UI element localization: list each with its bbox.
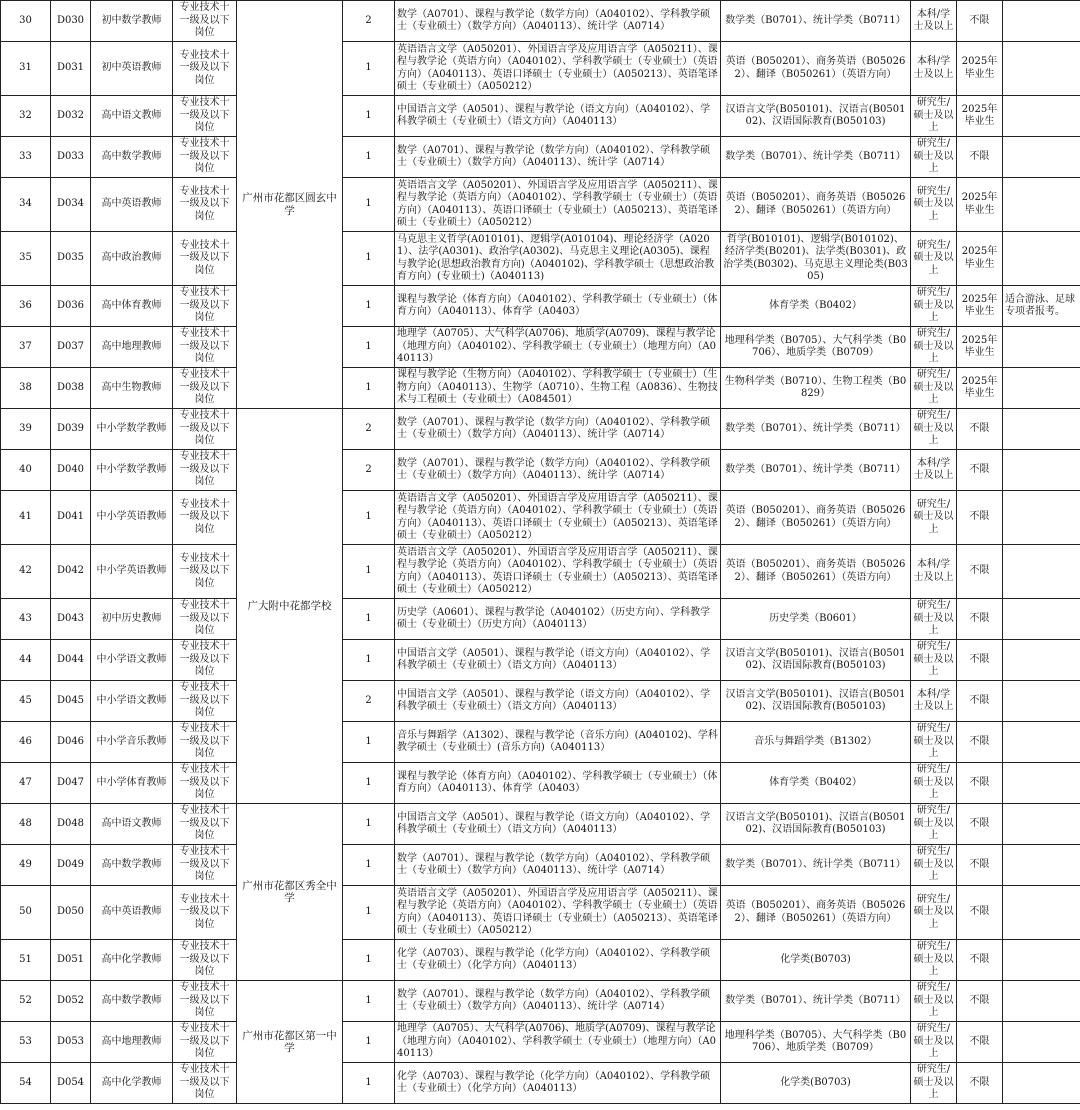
graduation-requirement: 不限: [957, 1022, 1003, 1063]
row-number: 46: [1, 722, 51, 763]
table-row: [1, 368, 1080, 409]
post-name: 初中历史教师: [91, 599, 173, 640]
postgraduate-majors: 中国语言文学（A0501）、课程与教学论（语文方向）（A040102）、学科教学硕士（专业硕士）（语文方向）（A040113）: [395, 681, 721, 722]
post-level: 专业技术十一级及以下岗位: [173, 845, 237, 886]
row-number: 43: [1, 599, 51, 640]
row-number: 44: [1, 640, 51, 681]
postgraduate-majors: 英语语言文学（A050201）、外国语言学及应用语言学（A050211）、课程与教学论（英语方向）（A040102）、学科教学硕士（专业硕士）（英语方向）（A040113）、英语口译硕士（专业硕士）（A050213）、英语笔译硕士（专业硕士）（A050212）: [395, 886, 721, 940]
post-name: 高中英语教师: [91, 886, 173, 940]
post-code: D036: [51, 286, 91, 327]
recruit-count: 1: [343, 804, 395, 845]
education-requirement: 研究生/硕士及以上: [911, 137, 957, 178]
remarks: [1003, 981, 1080, 1022]
post-code: D050: [51, 886, 91, 940]
row-number: 40: [1, 450, 51, 491]
postgraduate-majors: 化学（A0703）、课程与教学论（化学方向）（A040102）、学科教学硕士（专业硕士）（化学方向）（A040113）: [395, 1063, 721, 1104]
undergraduate-majors: 数学类（B0701）、统计学类（B0711）: [721, 409, 911, 450]
post-level: 专业技术十一级及以下岗位: [173, 804, 237, 845]
recruit-count: 1: [343, 327, 395, 368]
remarks: [1003, 178, 1080, 232]
postgraduate-majors: 数学（A0701）、课程与教学论（数学方向）（A040102）、学科教学硕士（专业硕士）（数学方向）（A040113）、统计学（A0714）: [395, 450, 721, 491]
education-requirement: 研究生/硕士及以上: [911, 409, 957, 450]
recruit-count: 1: [343, 491, 395, 545]
recruit-count: 1: [343, 1022, 395, 1063]
recruit-count: 1: [343, 96, 395, 137]
post-code: D038: [51, 368, 91, 409]
row-number: 35: [1, 232, 51, 286]
row-number: 47: [1, 763, 51, 804]
row-number: 33: [1, 137, 51, 178]
post-level: 专业技术十一级及以下岗位: [173, 1, 237, 42]
postgraduate-majors: 课程与教学论（体育方向）（A040102）、学科教学硕士（专业硕士）（体育方向）（A040113）、体育学（A0403）: [395, 763, 721, 804]
post-code: D041: [51, 491, 91, 545]
post-code: D030: [51, 1, 91, 42]
row-number: 50: [1, 886, 51, 940]
remarks: [1003, 137, 1080, 178]
table-row: [1, 981, 1080, 1022]
undergraduate-majors: 英语（B050201）、商务英语（B050262）、翻译（B050261）（英语方向）: [721, 178, 911, 232]
row-number: 41: [1, 491, 51, 545]
education-requirement: 研究生/硕士及以上: [911, 1063, 957, 1104]
post-code: D048: [51, 804, 91, 845]
remarks: [1003, 804, 1080, 845]
post-level: 专业技术十一级及以下岗位: [173, 42, 237, 96]
post-code: D042: [51, 545, 91, 599]
school-name: 广州市花都区第一中学: [237, 981, 343, 1104]
graduation-requirement: 不限: [957, 450, 1003, 491]
recruit-count: 1: [343, 845, 395, 886]
table-row: [1, 178, 1080, 232]
table-row: [1, 804, 1080, 845]
recruit-count: 1: [343, 368, 395, 409]
post-level: 专业技术十一级及以下岗位: [173, 368, 237, 409]
education-requirement: 研究生/硕士及以上: [911, 940, 957, 981]
graduation-requirement: 2025年毕业生: [957, 178, 1003, 232]
post-name: 高中数学教师: [91, 981, 173, 1022]
table-row: [1, 1, 1080, 42]
post-level: 专业技术十一级及以下岗位: [173, 545, 237, 599]
postgraduate-majors: 地理学（A0705）、大气科学(A0706)、地质学(A0709)、课程与教学论（地理方向）（A040102）、学科教学硕士（专业硕士）（地理方向）（A040113）: [395, 1022, 721, 1063]
graduation-requirement: 不限: [957, 640, 1003, 681]
postgraduate-majors: 数学（A0701）、课程与教学论（数学方向）（A040102）、学科教学硕士（专业硕士）（数学方向）（A040113）、统计学（A0714）: [395, 981, 721, 1022]
undergraduate-majors: 体育学类（B0402）: [721, 763, 911, 804]
post-level: 专业技术十一级及以下岗位: [173, 940, 237, 981]
row-number: 45: [1, 681, 51, 722]
post-code: D039: [51, 409, 91, 450]
education-requirement: 研究生/硕士及以上: [911, 886, 957, 940]
post-level: 专业技术十一级及以下岗位: [173, 886, 237, 940]
post-level: 专业技术十一级及以下岗位: [173, 178, 237, 232]
education-requirement: 研究生/硕士及以上: [911, 286, 957, 327]
table-row: [1, 845, 1080, 886]
remarks: [1003, 1063, 1080, 1104]
post-name: 高中语文教师: [91, 804, 173, 845]
post-level: 专业技术十一级及以下岗位: [173, 599, 237, 640]
post-name: 高中生物教师: [91, 368, 173, 409]
row-number: 39: [1, 409, 51, 450]
post-name: 高中语文教师: [91, 96, 173, 137]
undergraduate-majors: 汉语言文学(B050101)、汉语言(B050102)、汉语国际教育(B050103): [721, 640, 911, 681]
postgraduate-majors: 马克思主义哲学(A010101)、逻辑学(A010104)、理论经济学（A0201）、法学(A0301)、政治学(A0302)、马克思主义理论(A0305)、课程与教学论(思想政治教育方向)（A040102)、学科教学硕士（思想政治教育方向）(专业硕士)（A040113): [395, 232, 721, 286]
table-row: [1, 450, 1080, 491]
graduation-requirement: 不限: [957, 545, 1003, 599]
recruit-count: 1: [343, 286, 395, 327]
post-level: 专业技术十一级及以下岗位: [173, 491, 237, 545]
graduation-requirement: 不限: [957, 491, 1003, 545]
education-requirement: 研究生/硕士及以上: [911, 327, 957, 368]
remarks: [1003, 327, 1080, 368]
undergraduate-majors: 数学类（B0701）、统计学类（B0711）: [721, 1, 911, 42]
remarks: [1003, 640, 1080, 681]
recruit-count: 2: [343, 450, 395, 491]
graduation-requirement: 不限: [957, 981, 1003, 1022]
remarks: [1003, 1022, 1080, 1063]
graduation-requirement: 不限: [957, 1, 1003, 42]
remarks: [1003, 681, 1080, 722]
education-requirement: 研究生/硕士及以上: [911, 368, 957, 409]
remarks: [1003, 886, 1080, 940]
education-requirement: 本科/学士及以上: [911, 681, 957, 722]
education-requirement: 研究生/硕士及以上: [911, 96, 957, 137]
table-row: [1, 42, 1080, 96]
post-level: 专业技术十一级及以下岗位: [173, 327, 237, 368]
post-code: D047: [51, 763, 91, 804]
postgraduate-majors: 中国语言文学（A0501）、课程与教学论（语文方向）（A040102）、学科教学硕士（专业硕士）（语文方向）（A040113）: [395, 804, 721, 845]
postgraduate-majors: 音乐与舞蹈学（A1302）、课程与教学论（音乐方向）(A040102)、学科教学硕士（专业硕士）(音乐方向)（A040113）: [395, 722, 721, 763]
undergraduate-majors: 英语（B050201）、商务英语（B050262）、翻译（B050261）（英语方向）: [721, 545, 911, 599]
remarks: [1003, 232, 1080, 286]
post-code: D046: [51, 722, 91, 763]
graduation-requirement: 不限: [957, 763, 1003, 804]
graduation-requirement: 2025年毕业生: [957, 96, 1003, 137]
remarks: [1003, 763, 1080, 804]
row-number: 53: [1, 1022, 51, 1063]
table-row: [1, 327, 1080, 368]
school-name: 广州市花都区圆玄中学: [237, 1, 343, 409]
undergraduate-majors: 汉语言文学(B050101)、汉语言(B050102)、汉语国际教育(B050103): [721, 96, 911, 137]
remarks: [1003, 1, 1080, 42]
postgraduate-majors: 英语语言文学（A050201）、外国语言学及应用语言学（A050211）、课程与教学论（英语方向）（A040102）、学科教学硕士（专业硕士）（英语方向）（A040113）、英语口译硕士（专业硕士）（A050213）、英语笔译硕士（专业硕士）（A050212）: [395, 491, 721, 545]
post-code: D032: [51, 96, 91, 137]
undergraduate-majors: 英语（B050201）、商务英语（B050262）、翻译（B050261）（英语方向）: [721, 42, 911, 96]
education-requirement: 研究生/硕士及以上: [911, 981, 957, 1022]
postgraduate-majors: 英语语言文学（A050201）、外国语言学及应用语言学（A050211）、课程与教学论（英语方向）（A040102）、学科教学硕士（专业硕士）（英语方向）（A040113）、英语口译硕士（专业硕士）（A050213）、英语笔译硕士（专业硕士）（A050212）: [395, 545, 721, 599]
post-name: 中小学英语教师: [91, 545, 173, 599]
education-requirement: 研究生/硕士及以上: [911, 763, 957, 804]
postgraduate-majors: 课程与教学论（生物方向）（A040102）、学科教学硕士（专业硕士）（生物方向）（A040113）、生物学（A0710）、生物工程（A0836）、生物技术与工程硕士（专业硕士）（A084501）: [395, 368, 721, 409]
row-number: 38: [1, 368, 51, 409]
graduation-requirement: 2025年毕业生: [957, 42, 1003, 96]
post-name: 中小学数学教师: [91, 409, 173, 450]
table-row: [1, 409, 1080, 450]
post-name: 高中英语教师: [91, 178, 173, 232]
post-code: D049: [51, 845, 91, 886]
graduation-requirement: 不限: [957, 137, 1003, 178]
table-row: [1, 599, 1080, 640]
education-requirement: 研究生/硕士及以上: [911, 1022, 957, 1063]
row-number: 48: [1, 804, 51, 845]
post-code: D031: [51, 42, 91, 96]
recruit-count: 1: [343, 722, 395, 763]
remarks: [1003, 450, 1080, 491]
graduation-requirement: 不限: [957, 681, 1003, 722]
recruit-count: 1: [343, 599, 395, 640]
post-code: D035: [51, 232, 91, 286]
postgraduate-majors: 历史学（A0601）、课程与教学论（A040102）（历史方向）、学科教学硕士（专业硕士）（历史方向）（A040113）: [395, 599, 721, 640]
undergraduate-majors: 音乐与舞蹈学类（B1302）: [721, 722, 911, 763]
recruit-count: 1: [343, 640, 395, 681]
post-name: 中小学体育教师: [91, 763, 173, 804]
postgraduate-majors: 数学（A0701）、课程与教学论（数学方向）（A040102）、学科教学硕士（专业硕士）（数学方向）（A040113）、统计学（A0714）: [395, 845, 721, 886]
post-level: 专业技术十一级及以下岗位: [173, 763, 237, 804]
undergraduate-majors: 数学类（B0701）、统计学类（B0711）: [721, 450, 911, 491]
recruit-count: 1: [343, 763, 395, 804]
remarks: [1003, 96, 1080, 137]
recruit-count: 2: [343, 1, 395, 42]
undergraduate-majors: 汉语言文学(B050101)、汉语言(B050102)、汉语国际教育(B050103): [721, 681, 911, 722]
table-row: [1, 96, 1080, 137]
undergraduate-majors: 化学类(B0703): [721, 1063, 911, 1104]
graduation-requirement: 不限: [957, 886, 1003, 940]
table-row: [1, 137, 1080, 178]
post-name: 初中英语教师: [91, 42, 173, 96]
recruit-count: 1: [343, 886, 395, 940]
remarks: [1003, 409, 1080, 450]
remarks: [1003, 491, 1080, 545]
graduation-requirement: 不限: [957, 599, 1003, 640]
postgraduate-majors: 数学（A0701）、课程与教学论（数学方向）（A040102）、学科教学硕士（专业硕士）（数学方向）（A040113）、统计学（A0714）: [395, 1, 721, 42]
post-name: 高中地理教师: [91, 1022, 173, 1063]
post-name: 中小学数学教师: [91, 450, 173, 491]
undergraduate-majors: 汉语言文学(B050101)、汉语言(B050102)、汉语国际教育(B050103): [721, 804, 911, 845]
table-row: [1, 545, 1080, 599]
recruit-count: 1: [343, 178, 395, 232]
table-row: [1, 286, 1080, 327]
post-level: 专业技术十一级及以下岗位: [173, 1063, 237, 1104]
undergraduate-majors: 地理科学类（B0705）、大气科学类（B0706）、地质学类（B0709）: [721, 1022, 911, 1063]
post-level: 专业技术十一级及以下岗位: [173, 137, 237, 178]
postgraduate-majors: 数学（A0701）、课程与教学论（数学方向）（A040102）、学科教学硕士（专业硕士）（数学方向）（A040113）、统计学（A0714）: [395, 409, 721, 450]
remarks: [1003, 42, 1080, 96]
remarks: [1003, 599, 1080, 640]
education-requirement: 本科/学士及以上: [911, 545, 957, 599]
education-requirement: 研究生/硕士及以上: [911, 232, 957, 286]
table-row: [1, 763, 1080, 804]
post-level: 专业技术十一级及以下岗位: [173, 681, 237, 722]
table-row: [1, 940, 1080, 981]
post-level: 专业技术十一级及以下岗位: [173, 232, 237, 286]
education-requirement: 研究生/硕士及以上: [911, 640, 957, 681]
post-code: D043: [51, 599, 91, 640]
post-name: 高中数学教师: [91, 137, 173, 178]
remarks: [1003, 722, 1080, 763]
recruit-count: 1: [343, 1063, 395, 1104]
undergraduate-majors: 哲学(B010101)、逻辑学(B010102)、经济学类(B0201)、法学类(B0301)、政治学类(B0302)、马克思主义理论类(B0305): [721, 232, 911, 286]
school-name: 广州市花都区秀全中学: [237, 804, 343, 981]
postgraduate-majors: 化学（A0703）、课程与教学论（化学方向）（A040102）、学科教学硕士（专业硕士）（化学方向）（A040113）: [395, 940, 721, 981]
education-requirement: 研究生/硕士及以上: [911, 845, 957, 886]
postgraduate-majors: 地理学（A0705）、大气科学(A0706)、地质学(A0709)、课程与教学论（地理方向）（A040102）、学科教学硕士（专业硕士）（地理方向）（A040113）: [395, 327, 721, 368]
postgraduate-majors: 英语语言文学（A050201）、外国语言学及应用语言学（A050211）、课程与教学论（英语方向）（A040102）、学科教学硕士（专业硕士）（英语方向）（A040113）、英语口译硕士（专业硕士）（A050213）、英语笔译硕士（专业硕士）（A050212）: [395, 42, 721, 96]
recruit-count: 1: [343, 545, 395, 599]
table-body: [1, 1, 1080, 1104]
post-name: 高中化学教师: [91, 1063, 173, 1104]
row-number: 52: [1, 981, 51, 1022]
post-name: 高中化学教师: [91, 940, 173, 981]
education-requirement: 本科/学士及以上: [911, 42, 957, 96]
row-number: 34: [1, 178, 51, 232]
remarks: 适合游泳、足球专项者报考。: [1003, 286, 1080, 327]
recruit-count: 1: [343, 232, 395, 286]
education-requirement: 研究生/硕士及以上: [911, 178, 957, 232]
postgraduate-majors: 中国语言文学（A0501）、课程与教学论（语文方向）（A040102）、学科教学硕士（专业硕士）（语文方向）（A040113）: [395, 640, 721, 681]
post-code: D052: [51, 981, 91, 1022]
recruit-count: 1: [343, 940, 395, 981]
row-number: 32: [1, 96, 51, 137]
post-name: 中小学音乐教师: [91, 722, 173, 763]
education-requirement: 本科/学士及以上: [911, 450, 957, 491]
education-requirement: 研究生/硕士及以上: [911, 722, 957, 763]
remarks: [1003, 940, 1080, 981]
undergraduate-majors: 英语（B050201）、商务英语（B050262）、翻译（B050261）（英语方向）: [721, 886, 911, 940]
recruit-count: 1: [343, 981, 395, 1022]
graduation-requirement: 不限: [957, 1063, 1003, 1104]
recruit-count: 1: [343, 137, 395, 178]
post-code: D034: [51, 178, 91, 232]
table-row: [1, 232, 1080, 286]
row-number: 37: [1, 327, 51, 368]
graduation-requirement: 不限: [957, 409, 1003, 450]
post-level: 专业技术十一级及以下岗位: [173, 1022, 237, 1063]
postgraduate-majors: 中国语言文学（A0501）、课程与教学论（语文方向）（A040102）、学科教学硕士（专业硕士）（语文方向）（A040113）: [395, 96, 721, 137]
post-level: 专业技术十一级及以下岗位: [173, 722, 237, 763]
graduation-requirement: 不限: [957, 804, 1003, 845]
row-number: 51: [1, 940, 51, 981]
post-level: 专业技术十一级及以下岗位: [173, 640, 237, 681]
table-row: [1, 886, 1080, 940]
table-row: [1, 1063, 1080, 1104]
undergraduate-majors: 化学类(B0703): [721, 940, 911, 981]
education-requirement: 研究生/硕士及以上: [911, 599, 957, 640]
remarks: [1003, 545, 1080, 599]
post-level: 专业技术十一级及以下岗位: [173, 450, 237, 491]
row-number: 49: [1, 845, 51, 886]
graduation-requirement: 2025年毕业生: [957, 286, 1003, 327]
post-level: 专业技术十一级及以下岗位: [173, 409, 237, 450]
table-row: [1, 491, 1080, 545]
post-code: D054: [51, 1063, 91, 1104]
education-requirement: 研究生/硕士及以上: [911, 804, 957, 845]
school-name: 广大附中花都学校: [237, 409, 343, 804]
graduation-requirement: 2025年毕业生: [957, 232, 1003, 286]
post-name: 中小学语文教师: [91, 681, 173, 722]
undergraduate-majors: 数学类（B0701）、统计学类（B0711）: [721, 845, 911, 886]
post-code: D037: [51, 327, 91, 368]
remarks: [1003, 845, 1080, 886]
undergraduate-majors: 体育学类（B0402）: [721, 286, 911, 327]
post-name: 初中数学教师: [91, 1, 173, 42]
graduation-requirement: 2025年毕业生: [957, 368, 1003, 409]
table-row: [1, 722, 1080, 763]
graduation-requirement: 不限: [957, 940, 1003, 981]
postgraduate-majors: 课程与教学论（体育方向）（A040102）、学科教学硕士（专业硕士）（体育方向）（A040113）、体育学（A0403）: [395, 286, 721, 327]
post-name: 高中政治教师: [91, 232, 173, 286]
post-name: 高中体育教师: [91, 286, 173, 327]
post-level: 专业技术十一级及以下岗位: [173, 981, 237, 1022]
remarks: [1003, 368, 1080, 409]
undergraduate-majors: 生物科学类（B0710）、生物工程类（B0829）: [721, 368, 911, 409]
post-code: D051: [51, 940, 91, 981]
post-code: D040: [51, 450, 91, 491]
education-requirement: 研究生/硕士及以上: [911, 491, 957, 545]
row-number: 30: [1, 1, 51, 42]
post-code: D044: [51, 640, 91, 681]
graduation-requirement: 2025年毕业生: [957, 327, 1003, 368]
post-code: D033: [51, 137, 91, 178]
post-level: 专业技术十一级及以下岗位: [173, 96, 237, 137]
education-requirement: 本科/学士及以上: [911, 1, 957, 42]
undergraduate-majors: 数学类（B0701）、统计学类（B0711）: [721, 981, 911, 1022]
post-name: 中小学语文教师: [91, 640, 173, 681]
post-level: 专业技术十一级及以下岗位: [173, 286, 237, 327]
graduation-requirement: 不限: [957, 722, 1003, 763]
table-row: [1, 681, 1080, 722]
table-row: [1, 1022, 1080, 1063]
row-number: 54: [1, 1063, 51, 1104]
undergraduate-majors: 历史学类（B0601）: [721, 599, 911, 640]
post-name: 高中数学教师: [91, 845, 173, 886]
recruit-count: 1: [343, 42, 395, 96]
post-code: D045: [51, 681, 91, 722]
post-name: 中小学英语教师: [91, 491, 173, 545]
undergraduate-majors: 英语（B050201）、商务英语（B050262）、翻译（B050261）（英语方向）: [721, 491, 911, 545]
recruit-count: 2: [343, 681, 395, 722]
post-code: D053: [51, 1022, 91, 1063]
graduation-requirement: 不限: [957, 845, 1003, 886]
row-number: 36: [1, 286, 51, 327]
postgraduate-majors: 英语语言文学（A050201）、外国语言学及应用语言学（A050211）、课程与教学论（英语方向）（A040102）、学科教学硕士（专业硕士）（英语方向）（A040113）、英语口译硕士（专业硕士）（A050213）、英语笔译硕士（专业硕士）（A050212）: [395, 178, 721, 232]
table-row: [1, 640, 1080, 681]
row-number: 31: [1, 42, 51, 96]
undergraduate-majors: 数学类（B0701）、统计学类（B0711）: [721, 137, 911, 178]
postgraduate-majors: 数学（A0701）、课程与教学论（数学方向）（A040102）、学科教学硕士（专业硕士）（数学方向）（A040113）、统计学（A0714）: [395, 137, 721, 178]
recruit-count: 2: [343, 409, 395, 450]
undergraduate-majors: 地理科学类（B0705）、大气科学类（B0706）、地质学类（B0709）: [721, 327, 911, 368]
row-number: 42: [1, 545, 51, 599]
post-name: 高中地理教师: [91, 327, 173, 368]
